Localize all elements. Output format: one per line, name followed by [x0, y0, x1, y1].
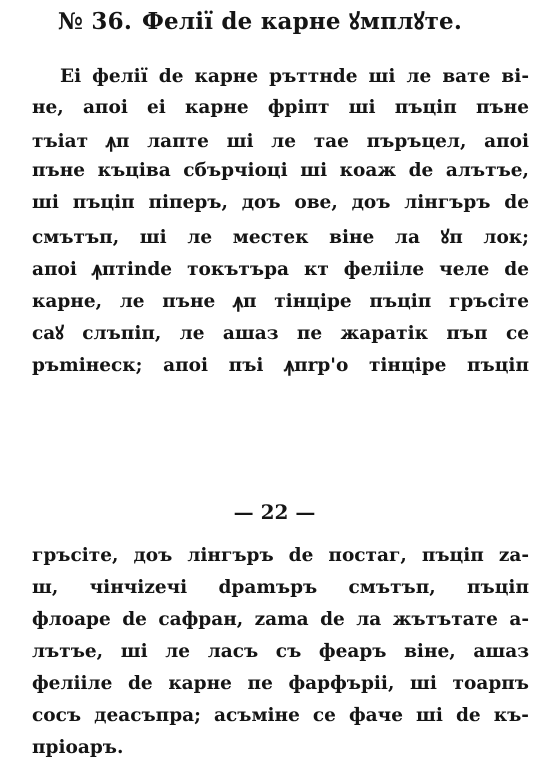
- paragraph-line: сосъ деасъпра; асъміне се фаче ші de къ-: [32, 705, 529, 726]
- paragraph-line: карне, ле пъне ꙟп тінціре пъціп гръсіте: [32, 291, 529, 312]
- paragraph-line: тъіат ꙟп лапте ші ле тае пъръцел, апоі: [32, 131, 529, 152]
- paragraph-line: ръmiнеск; апоі пъі ꙟпrp'o тінціре пъціп: [32, 355, 529, 376]
- paragraph-line: гръсіте, доъ лінгъръ de постаг, пъціп za-: [32, 545, 529, 566]
- recipe-number: № 36.: [58, 8, 133, 35]
- paragraph-line: фелііле de карне пе фарфъріі, ші тоарпъ: [32, 673, 529, 694]
- paragraph-line: саꙋ слъпіп, ле ашаз пе жаратік пъп се: [32, 323, 529, 344]
- paragraph-line: Ei фелії de карне ръттнde ші ле вате ві-: [60, 66, 529, 87]
- paragraph-line: лътъe, ші ле ласъ съ феаръ віне, ашаз: [32, 641, 529, 662]
- paragraph-line: не, апоі еі карне фрiпт ші пъціп пъне: [32, 97, 529, 118]
- paragraph-line: смътъп, ші ле местек віне ла ꙋп лок;: [32, 227, 529, 248]
- paragraph-line: пъне къціва сбърчіоці ші коаж de алътъе,: [32, 160, 529, 181]
- paragraph-line: пріоаръ.: [32, 737, 124, 758]
- paragraph-line: апоі ꙟптinde токътъра кт фелііле челе de: [32, 259, 529, 280]
- page-number: — 22 —: [233, 500, 316, 524]
- recipe-heading: [58, 4, 462, 36]
- paragraph-line: флоаре de сафран, zama de ла жътътате а-: [32, 609, 529, 630]
- paragraph-line: ш, чінчіzечі dpamъръ смътъп, пъціп: [32, 577, 529, 598]
- paragraph-line: ші пъціп піперъ, доъ ове, доъ лінгъръ de: [32, 192, 529, 213]
- recipe-title: Фелії de карне ꙋмплꙋте.: [142, 8, 463, 35]
